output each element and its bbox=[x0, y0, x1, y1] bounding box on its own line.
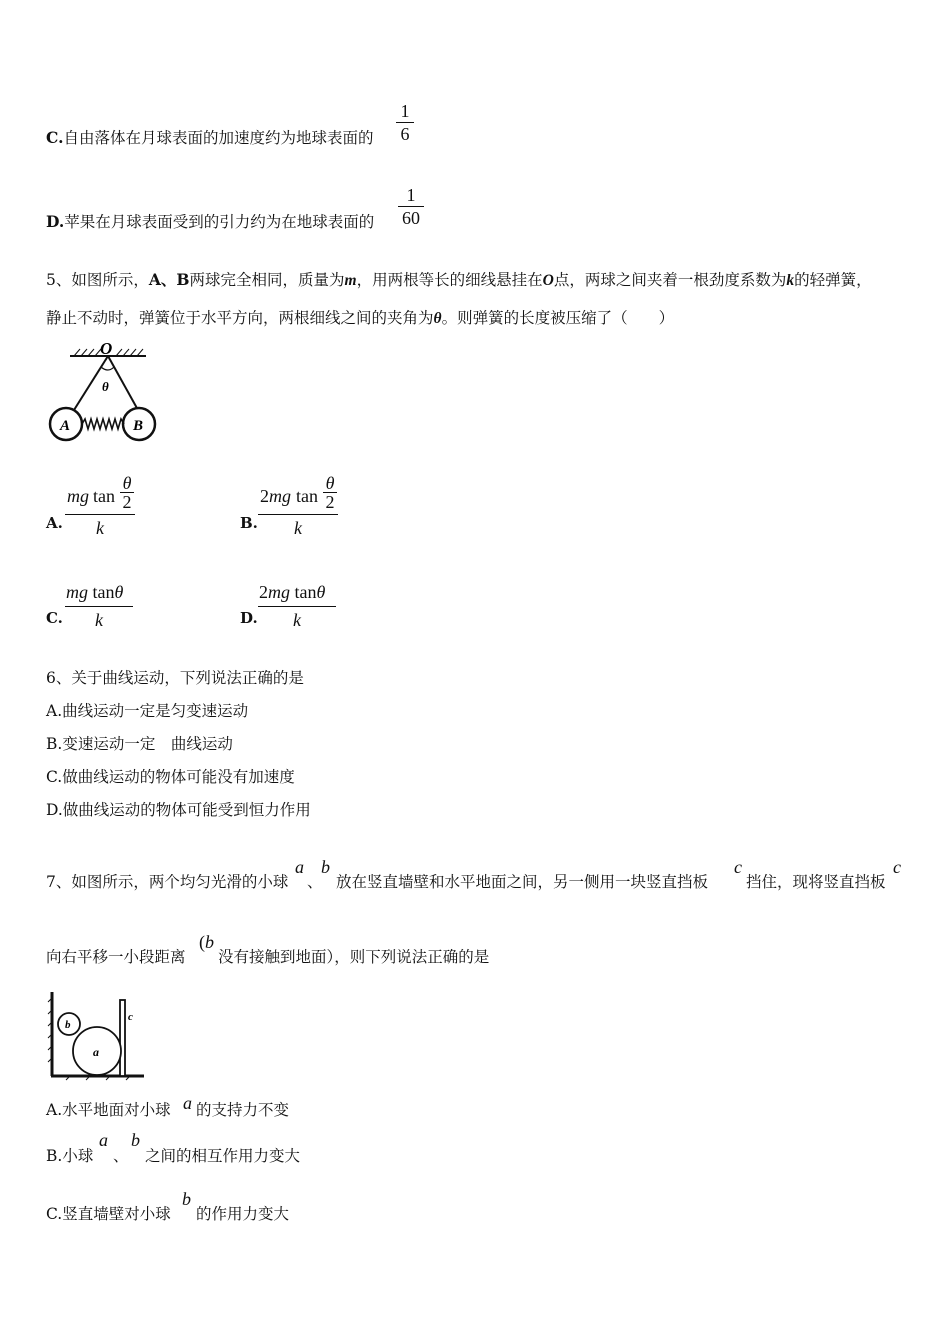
q7-option-a-pre: A.水平地面对小球 bbox=[46, 1101, 171, 1119]
q6-option-a: A.曲线运动一定是匀变速运动 bbox=[46, 702, 249, 720]
q7-option-c-pre: C.竖直墙壁对小球 bbox=[46, 1205, 171, 1223]
q7-option-b-var-b: b bbox=[131, 1130, 140, 1150]
q7-option-b-post: 之间的相互作用力变大 bbox=[145, 1147, 301, 1165]
q5-stem-line1: 5、如图所示，A、B两球完全相同，质量为m，用两根等长的细线悬挂在O点，两球之间夹着一根劲度系数为k的轻弹簧， bbox=[46, 270, 872, 289]
q7-stem-line2-part1: 向右平移一小段距离 bbox=[46, 948, 186, 966]
q5-fig-A: A bbox=[60, 418, 71, 434]
q4-option-d-text: 苹果在月球表面受到的引力约为在地球表面的 bbox=[64, 213, 375, 231]
q7-stem-line1-part2: 放在竖直墙壁和水平地面之间，另一侧用一块竖直挡板 bbox=[336, 873, 709, 891]
q4-option-d-label: D. bbox=[46, 212, 65, 231]
q5-fig-O: O bbox=[100, 339, 113, 358]
q6-stem: 6、关于曲线运动，下列说法正确的是 bbox=[46, 669, 304, 687]
q7-var-c: c bbox=[734, 857, 742, 877]
q6-option-b: B.变速运动一定 曲线运动 bbox=[46, 735, 233, 753]
q5-spring bbox=[82, 419, 124, 429]
q7-stem-line1-part1: 7、如图所示，两个均匀光滑的小球 bbox=[46, 873, 289, 891]
q7-option-c-var: b bbox=[182, 1189, 191, 1209]
q7-option-b-var-a: a bbox=[99, 1130, 108, 1150]
q7-fig-a: a bbox=[93, 1045, 99, 1059]
q7-option-b-pre: B.小球 bbox=[46, 1147, 94, 1165]
q7-var-b: b bbox=[321, 857, 330, 877]
q7-var-c2: c bbox=[893, 857, 901, 877]
q7-sep: 、 bbox=[307, 873, 323, 891]
q4-option-d-fraction: 1 60 bbox=[398, 184, 424, 229]
q7-fig-b: b bbox=[65, 1019, 71, 1031]
q7-option-c-post: 的作用力变大 bbox=[196, 1205, 290, 1223]
q7-var-a: a bbox=[295, 857, 304, 877]
q6-option-d: D.做曲线运动的物体可能受到恒力作用 bbox=[46, 801, 311, 819]
q4-option-d bbox=[46, 212, 374, 232]
q4-option-c-label: C. bbox=[46, 128, 64, 147]
q7-fig-c: c bbox=[128, 1011, 133, 1023]
q4-option-c-fraction: 1 6 bbox=[396, 100, 414, 145]
q6-option-c: C.做曲线运动的物体可能没有加速度 bbox=[46, 768, 295, 786]
q4-option-c bbox=[46, 128, 373, 148]
q7-stem-line2-part2: 没有接触到地面），则下列说法正确的是 bbox=[218, 948, 490, 966]
q7-option-a-var: a bbox=[183, 1093, 192, 1113]
q5-fig-theta: θ bbox=[102, 379, 109, 394]
q4-option-c-text: 自由落体在月球表面的加速度约为地球表面的 bbox=[63, 129, 374, 147]
q7-option-b-sep: 、 bbox=[113, 1147, 129, 1165]
q7-paren: ( bbox=[199, 932, 205, 952]
q7-figure bbox=[46, 990, 148, 1082]
q7-var-b2: b bbox=[205, 932, 214, 952]
q7-stem-line1-part3: 挡住，现将竖直挡板 bbox=[746, 873, 886, 891]
q7-option-a-post: 的支持力不变 bbox=[196, 1101, 290, 1119]
q7-baffle-c bbox=[120, 1000, 125, 1076]
q5-fig-B: B bbox=[133, 418, 144, 434]
q5-stem-line2: 静止不动时，弹簧位于水平方向，两根细线之间的夹角为θ。则弹簧的长度被压缩了（ ） bbox=[46, 309, 675, 327]
q5-figure bbox=[44, 336, 164, 448]
